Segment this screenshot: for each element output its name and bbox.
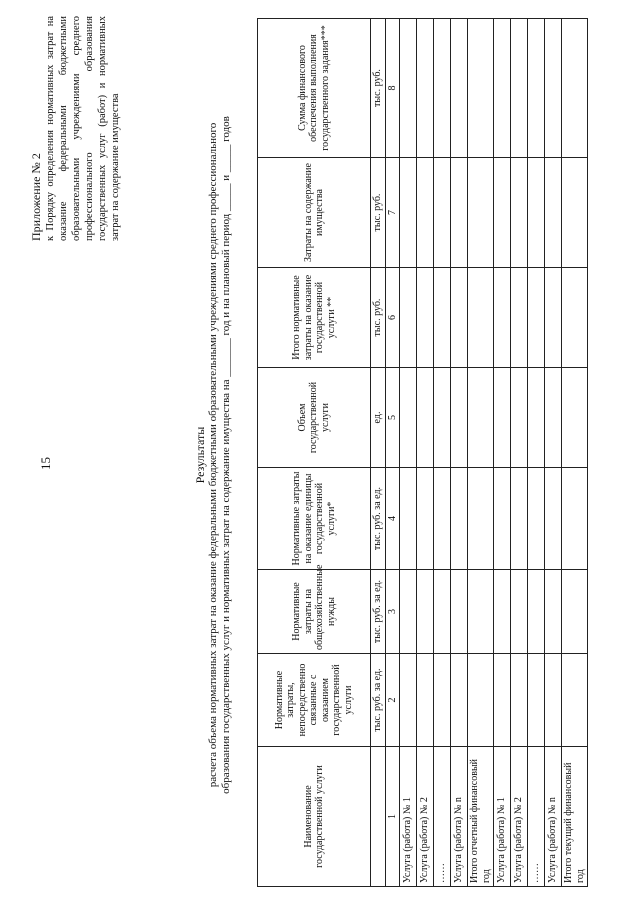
empty-cell (468, 570, 494, 654)
empty-cell (528, 268, 545, 368)
row-label: Услуга (работа) № n (451, 747, 468, 887)
empty-cell (451, 468, 468, 570)
empty-cell (562, 368, 588, 468)
col-number: 1 (385, 747, 400, 887)
empty-cell (545, 19, 562, 158)
empty-cell (562, 268, 588, 368)
table-row (511, 19, 528, 887)
col-number: 4 (385, 468, 400, 570)
empty-cell (528, 654, 545, 747)
empty-cell (468, 368, 494, 468)
unit-cell: тыс. руб. (371, 158, 386, 268)
table-row (494, 19, 511, 887)
units-row (371, 19, 386, 887)
empty-cell (545, 468, 562, 570)
empty-cell (451, 158, 468, 268)
empty-cell (400, 158, 417, 268)
row-label: Услуга (работа) № 1 (494, 747, 511, 887)
document-heading (194, 85, 233, 825)
empty-cell (417, 570, 434, 654)
col-number: 2 (385, 654, 400, 747)
col-header: Нормативные затраты на общехозяйственные нужды (258, 570, 371, 654)
number-row (385, 19, 400, 887)
empty-cell (545, 268, 562, 368)
results-table (257, 18, 588, 887)
page-number: 15 (38, 457, 53, 470)
unit-cell: ед. (371, 368, 386, 468)
empty-cell (417, 468, 434, 570)
empty-cell (511, 158, 528, 268)
row-label: Услуга (работа) № n (545, 747, 562, 887)
empty-cell (528, 19, 545, 158)
appendix-text: к Порядку определения нормативных затрат на оказание федеральными бюджетными образовательными учреждениями среднего профессионального образования государственных услуг (работ) и нормативных затрат на содержание имущества (45, 16, 121, 241)
empty-cell (562, 468, 588, 570)
empty-cell (468, 468, 494, 570)
empty-cell (434, 468, 451, 570)
heading-line-1: расчета объема нормативных затрат на оказание федеральными бюджетными образовательными учреждениями среднего профессионального (207, 122, 219, 788)
empty-cell (494, 268, 511, 368)
empty-cell (434, 570, 451, 654)
empty-cell (400, 268, 417, 368)
unit-cell: тыс. руб. (371, 268, 386, 368)
unit-cell (371, 747, 386, 887)
col-header: Нормативные затраты, непосредственно связанные с оказанием государственной услуги (258, 654, 371, 747)
empty-cell (468, 268, 494, 368)
empty-cell (400, 368, 417, 468)
empty-cell (468, 158, 494, 268)
empty-cell (451, 19, 468, 158)
empty-cell (451, 268, 468, 368)
table-row (417, 19, 434, 887)
appendix-title: Приложение № 2 (29, 153, 43, 241)
table-row (562, 19, 588, 887)
col-number: 3 (385, 570, 400, 654)
table-row (545, 19, 562, 887)
empty-cell (468, 19, 494, 158)
col-number: 6 (385, 268, 400, 368)
table-row (434, 19, 451, 887)
empty-cell (434, 158, 451, 268)
empty-cell (434, 654, 451, 747)
col-number: 7 (385, 158, 400, 268)
empty-cell (434, 368, 451, 468)
empty-cell (545, 158, 562, 268)
empty-cell (400, 19, 417, 158)
empty-cell (451, 368, 468, 468)
row-label: …… (434, 747, 451, 887)
col-header: Объем государственной услуги (258, 368, 371, 468)
row-label: Услуга (работа) № 2 (417, 747, 434, 887)
row-label: …… (528, 747, 545, 887)
empty-cell (417, 268, 434, 368)
table-row (528, 19, 545, 887)
row-label: Услуга (работа) № 1 (400, 747, 417, 887)
heading-title: Результаты (193, 426, 207, 484)
col-number: 8 (385, 19, 400, 158)
unit-cell: тыс. руб. (371, 19, 386, 158)
empty-cell (494, 468, 511, 570)
empty-cell (451, 570, 468, 654)
empty-cell (451, 654, 468, 747)
col-header: Сумма финансового обеспечения выполнения государственного задания*** (258, 19, 371, 158)
empty-cell (562, 158, 588, 268)
empty-cell (417, 19, 434, 158)
empty-cell (545, 570, 562, 654)
empty-cell (400, 654, 417, 747)
empty-cell (528, 158, 545, 268)
empty-cell (545, 654, 562, 747)
empty-cell (528, 468, 545, 570)
appendix-block (30, 16, 122, 241)
table-row (400, 19, 417, 887)
empty-cell (511, 570, 528, 654)
col-header: Итого нормативные затраты на оказание государственной услуги ** (258, 268, 371, 368)
empty-cell (494, 19, 511, 158)
empty-cell (468, 654, 494, 747)
empty-cell (511, 368, 528, 468)
empty-cell (434, 19, 451, 158)
heading-line-2: образования государственных услуг и нормативных затрат на содержание имущества на _______ год и на плановый период _____ и _____ годов (220, 116, 232, 794)
col-number: 5 (385, 368, 400, 468)
unit-cell: тыс. руб. за ед. (371, 654, 386, 747)
empty-cell (528, 368, 545, 468)
empty-cell (562, 19, 588, 158)
row-label: Услуга (работа) № 2 (511, 747, 528, 887)
empty-cell (562, 654, 588, 747)
empty-cell (562, 570, 588, 654)
empty-cell (545, 368, 562, 468)
empty-cell (400, 570, 417, 654)
empty-cell (434, 268, 451, 368)
header-row (258, 19, 371, 887)
empty-cell (511, 268, 528, 368)
col-header: Затраты на содержание имущества (258, 158, 371, 268)
empty-cell (417, 654, 434, 747)
unit-cell: тыс. руб. за ед. (371, 468, 386, 570)
row-label: Итого отчетный финансовый год (468, 747, 494, 887)
empty-cell (494, 654, 511, 747)
unit-cell: тыс. руб. за ед. (371, 570, 386, 654)
empty-cell (528, 570, 545, 654)
table-row (468, 19, 494, 887)
row-label: Итого текущий финансовый год (562, 747, 588, 887)
col-header: Наименование государственной услуги (258, 747, 371, 887)
empty-cell (511, 19, 528, 158)
empty-cell (417, 368, 434, 468)
empty-cell (494, 158, 511, 268)
empty-cell (400, 468, 417, 570)
empty-cell (417, 158, 434, 268)
empty-cell (494, 368, 511, 468)
table-row (451, 19, 468, 887)
empty-cell (511, 654, 528, 747)
empty-cell (511, 468, 528, 570)
empty-cell (494, 570, 511, 654)
col-header: Нормативные затраты на оказание единицы государственной услуги* (258, 468, 371, 570)
